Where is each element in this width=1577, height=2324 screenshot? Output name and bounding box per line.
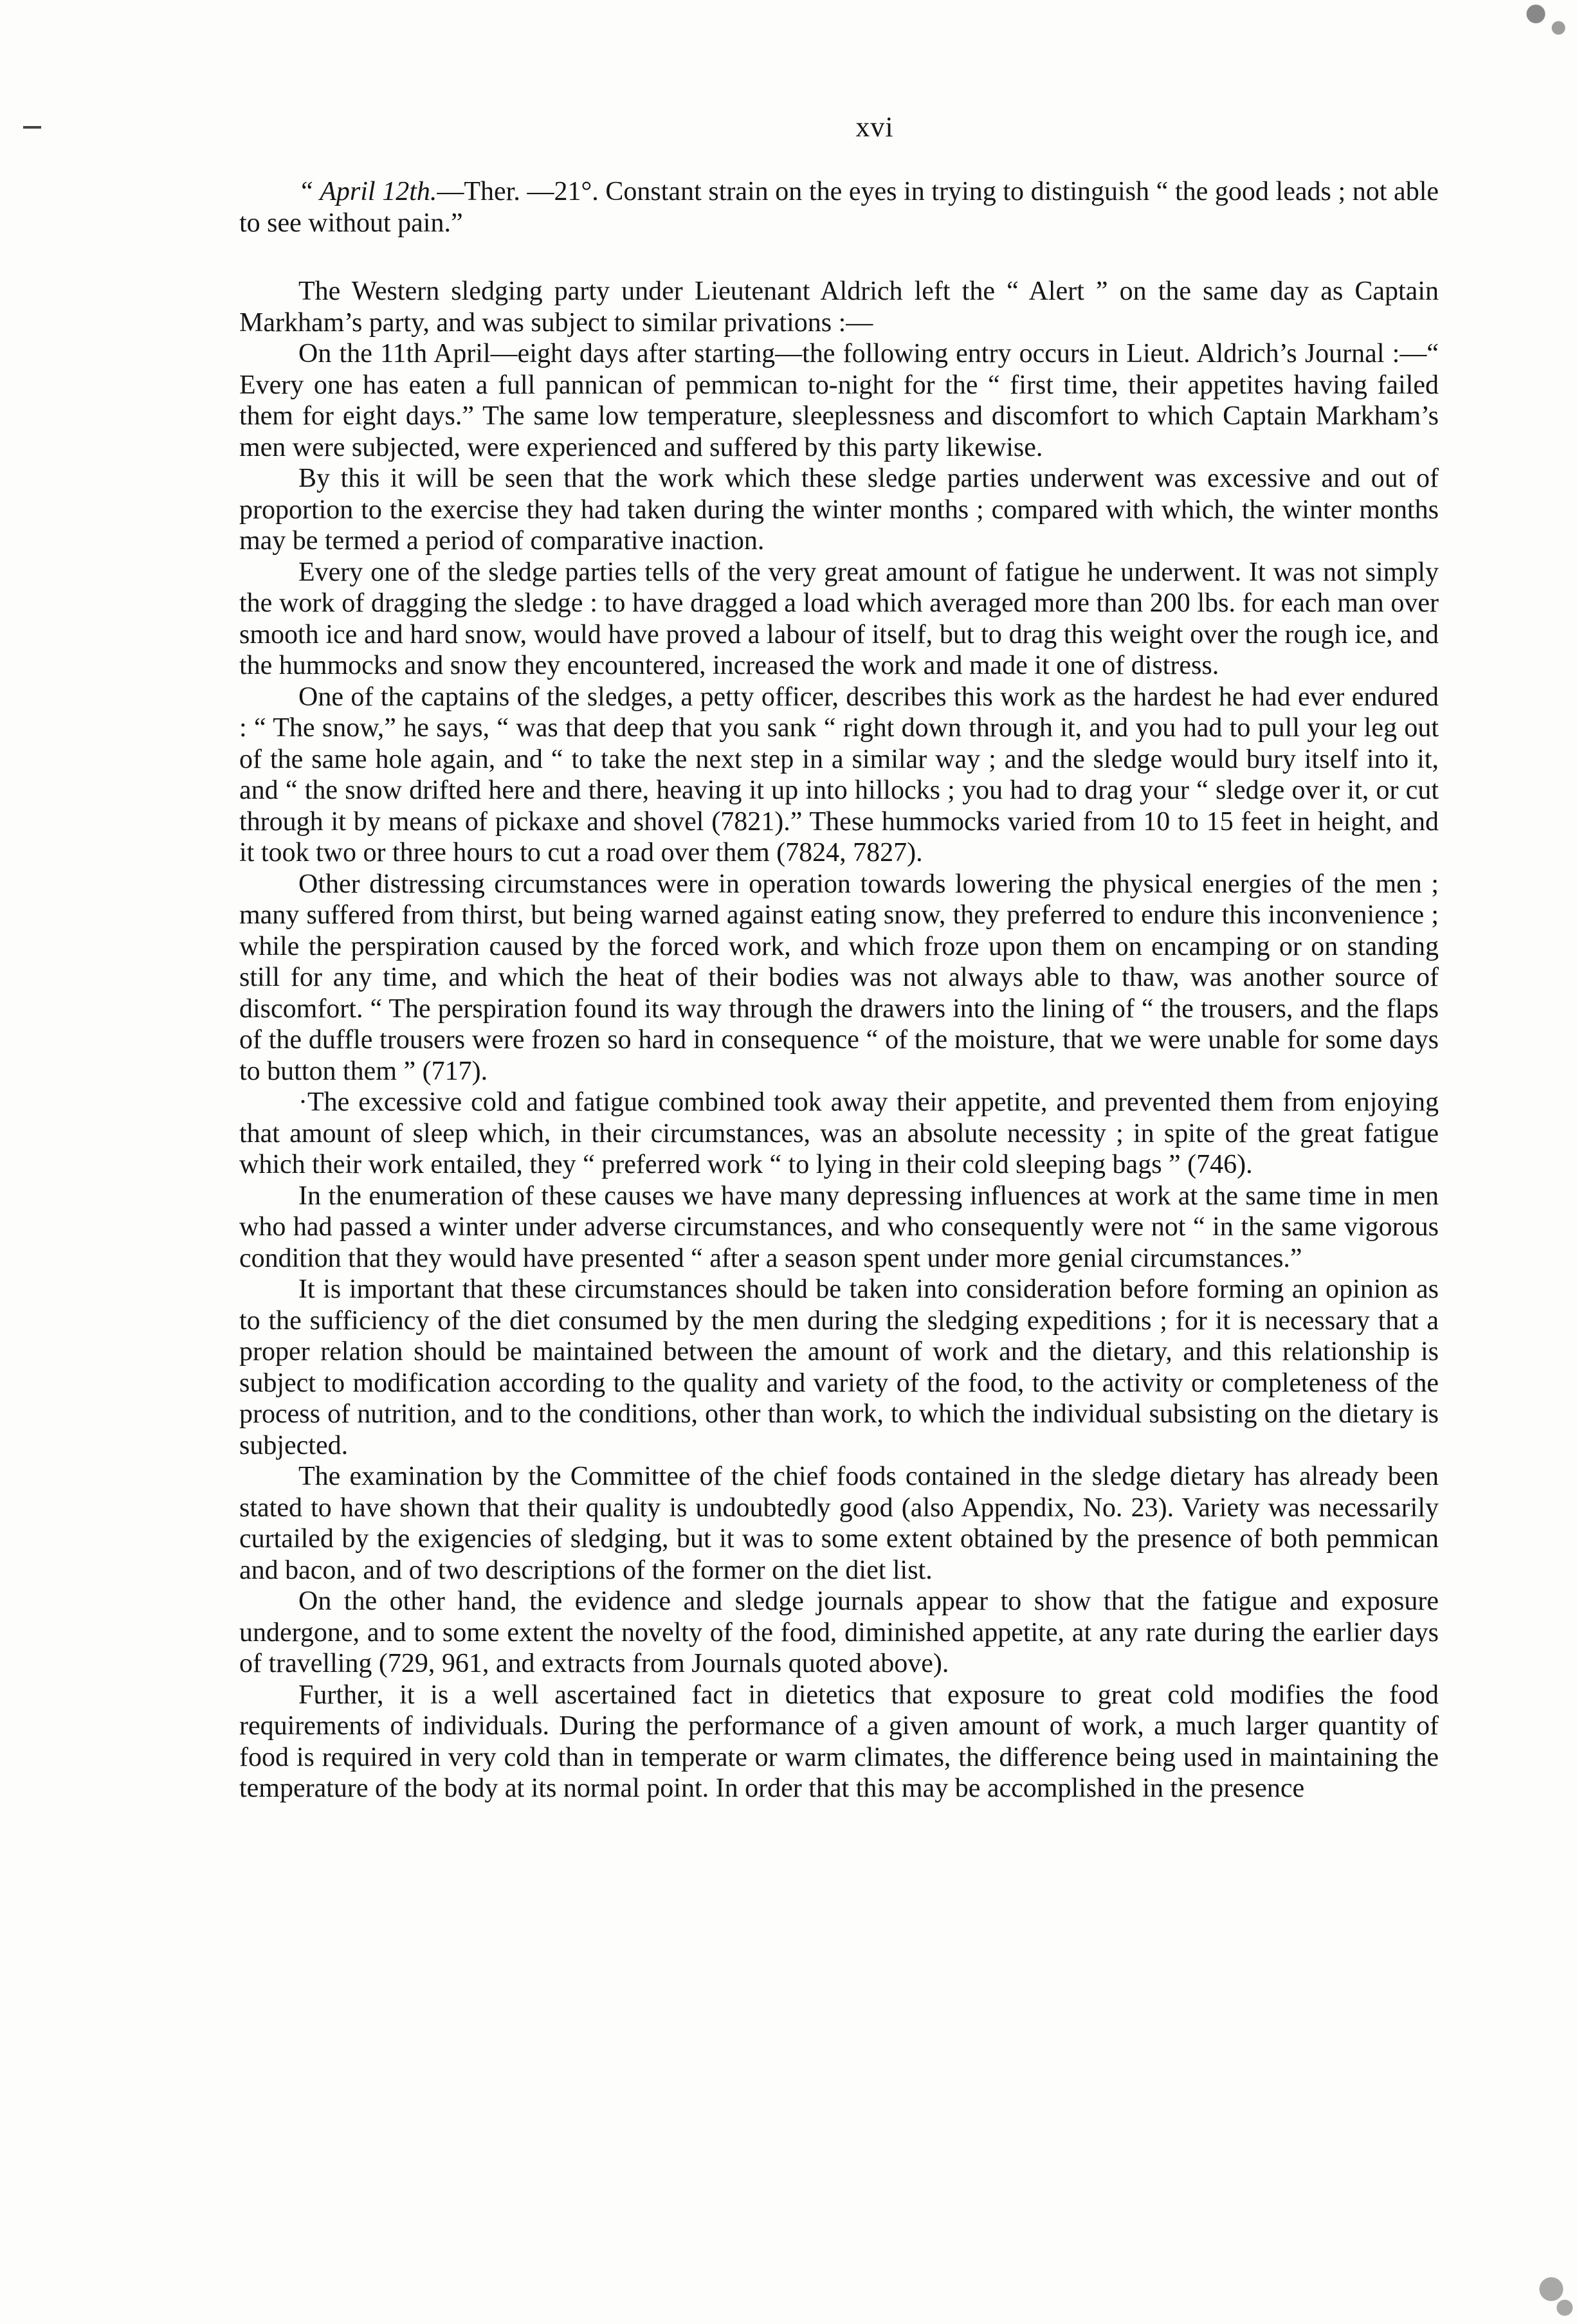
paragraph: Other distressing circumstances were in operation towards lowering the physical energies of the men ; many suffered from thirst, but being warned against eating snow, they preferred to endure this inconvenience ; while the perspiration caused by the forced work, and which froze upon them on encamping or on standing still for any time, and which the heat of their bodies was not always able to thaw, was another source of discomfort. “ The perspiration found its way through the drawers into the lining of “ the trousers, and the flaps of the duffle trousers were frozen so hard in consequence “ of the moisture, that we were unable for some days to button them ” (717). — [239, 869, 1439, 1086]
body-text — [239, 176, 1439, 1804]
paragraph: The Western sledging party under Lieutenant Aldrich left the “ Alert ” on the same day as Captain Markham’s party, and was subject to similar privations :— — [239, 277, 1439, 338]
paragraph-journal-entry — [239, 176, 1439, 239]
paragraph: One of the captains of the sledges, a petty officer, describes this work as the hardest he had ever endured : “ The snow,” he says, “ was that deep that you sank “ right down through it, and you had to pull your leg out of the same hole again, and “ to take the next step in a similar way ; and the sledge would bury itself into it, and “ the snow drifted here and there, heaving it up into hillocks ; you had to drag your “ sledge over it, or cut through it by means of pickaxe and shovel (7821).” These hummocks varied from 10 to 15 feet in height, and it took two or three hours to cut a road over them (7824, 7827). — [239, 682, 1439, 867]
paragraph: By this it will be seen that the work which these sledge parties underwent was excessive and out of proportion to the exercise they had taken during the winter months ; compared with which, the winter months may be termed a period of comparative inaction. — [239, 464, 1439, 556]
paragraph: Further, it is a well ascertained fact in dietetics that exposure to great cold modifies the food requirements of individuals. During the performance of a given amount of work, a much larger quantity of food is required in very cold than in temperate or warm climates, the difference being used in maintaining the temperature of the body at its normal point. In order that this may be accomplished in the presence — [239, 1680, 1439, 1803]
paragraph: The examination by the Committee of the chief foods contained in the sledge dietary has already been stated to have shown that their quality is undoubtedly good (also Appendix, No. 23). Variety was necessarily curtailed by the exigencies of sledging, but it was to some extent obtained by the presence of both pemmican and bacon, and of two descriptions of the former on the diet list. — [239, 1462, 1439, 1585]
entry-date: “ April 12th. — [298, 177, 437, 206]
paragraph: It is important that these circumstances should be taken into consideration before forming an opinion as to the sufficiency of the diet consumed by the men during the sledging expeditions ; for it is necessary that a proper relation should be maintained between the amount of work and the dietary, and this relationship is subject to modification according to the quality and variety of the food, to the activity or completeness of the process of nutrition, and to the conditions, other than work, to which the individual subsisting on the dietary is subjected. — [239, 1275, 1439, 1460]
paragraph: On the 11th April—eight days after starting—the following entry occurs in Lieut. Aldrich’s Journal :—“ Every one has eaten a full pannican of pemmican to-night for the “ first time, their appetites having failed them for eight days.” The same low temperature, sleeplessness and discomfort to which Captain Markham’s men were subjected, were experienced and suffered by this party likewise. — [239, 339, 1439, 462]
paragraph-text: —Ther. —21°. Constant strain on the eyes in trying to distinguish “ the good leads ; not able to see without pain.” — [239, 177, 1439, 238]
paragraph: On the other hand, the evidence and sledge journals appear to show that the fatigue and exposure undergone, and to some extent the novelty of the food, diminished appetite, at any rate during the earlier days of travelling (729, 961, and extracts from Journals quoted above). — [239, 1586, 1439, 1678]
paragraph: ·The excessive cold and fatigue combined took away their appetite, and prevented them from enjoying that amount of sleep which, in their circumstances, was an absolute necessity ; in spite of the great fatigue which their work entailed, they “ preferred work “ to lying in their cold sleeping bags ” (746). — [239, 1087, 1439, 1179]
page-number: xvi — [855, 111, 894, 143]
scan-edge-noise — [1474, 0, 1577, 2324]
paragraph: Every one of the sledge parties tells of the very great amount of fatigue he underwent. It was not simply the work of dragging the sledge : to have dragged a load which averaged more than 200 lbs. for each man over smooth ice and hard snow, would have proved a labour of itself, but to drag this weight over the rough ice, and the hummocks and snow they encountered, increased the work and made it one of distress. — [239, 557, 1439, 680]
paragraph: In the enumeration of these causes we have many depressing influences at work at the same time in men who had passed a winter under adverse circumstances, and who consequently were not “ in the same vigorous condition that they would have presented “ after a season spent under more genial circumstances.” — [239, 1181, 1439, 1273]
